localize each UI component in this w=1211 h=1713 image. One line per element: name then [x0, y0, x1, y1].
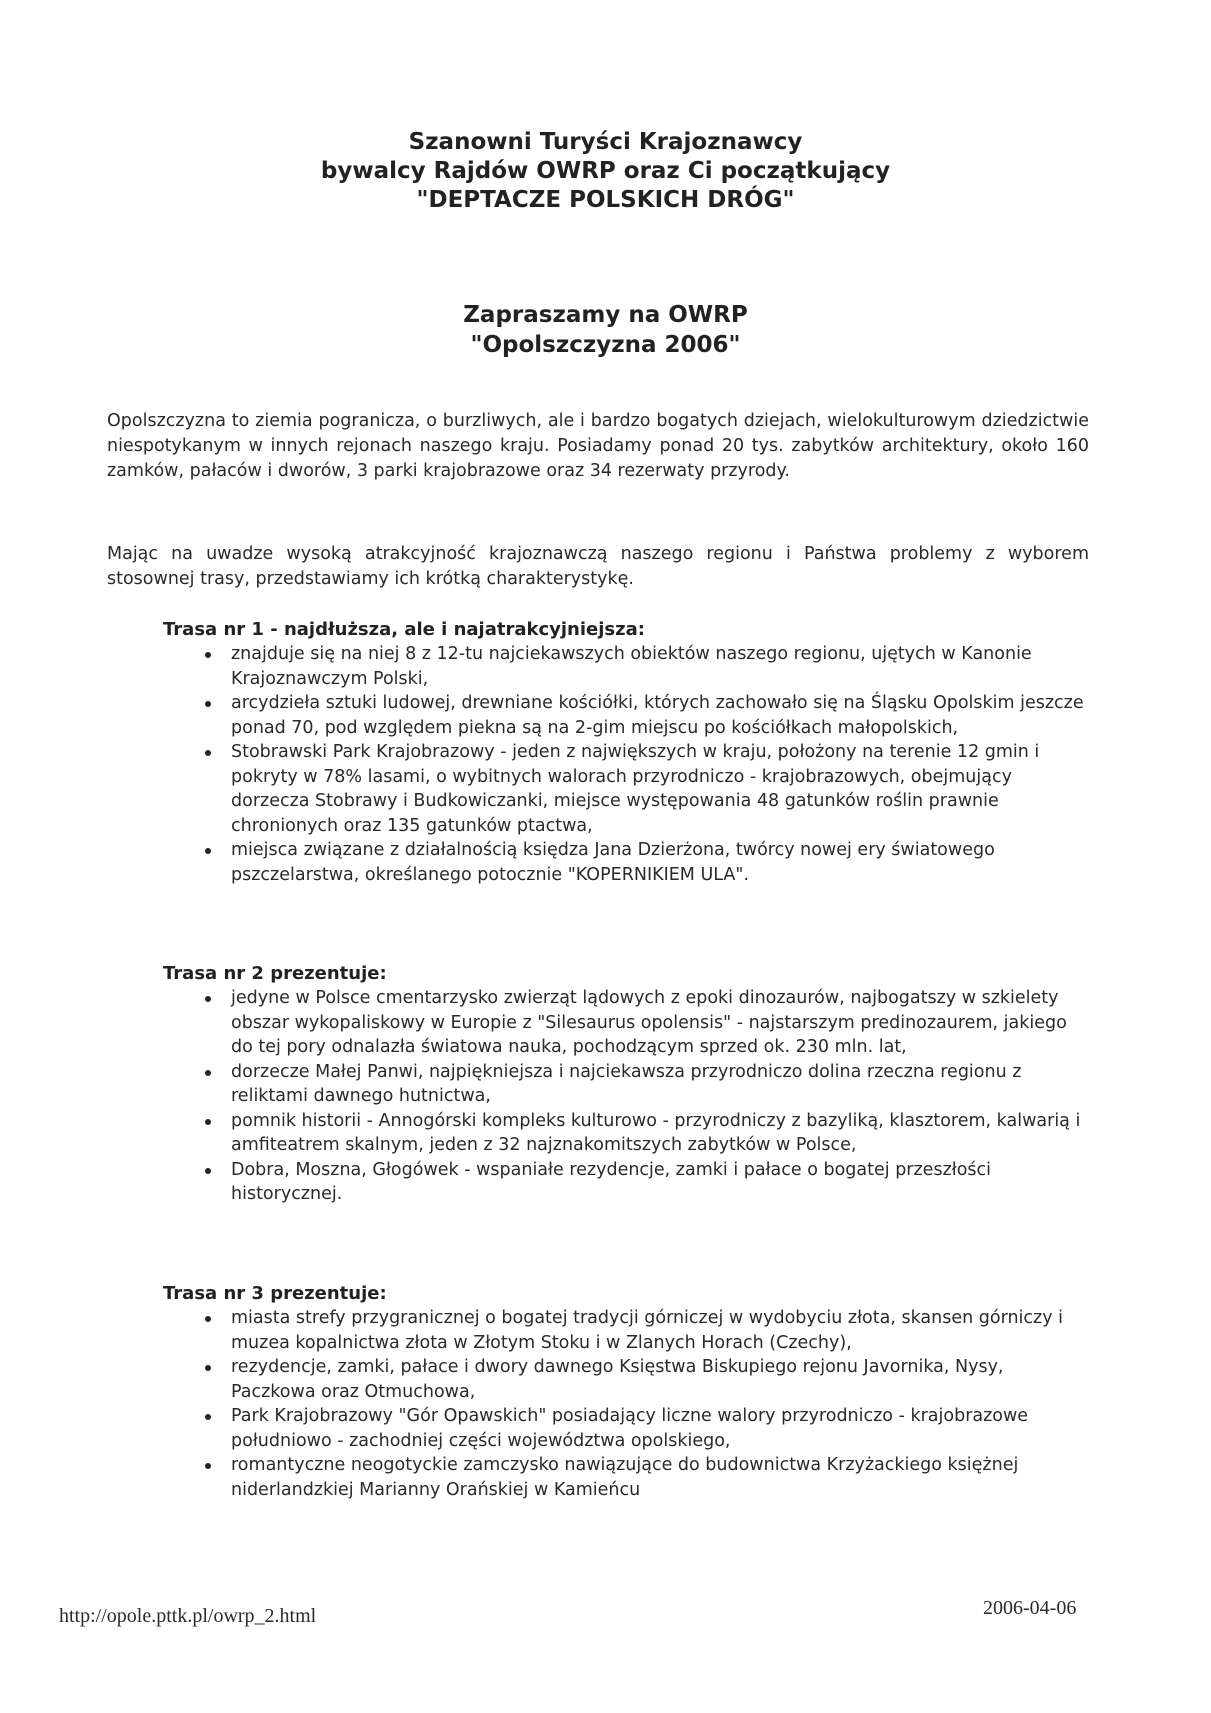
bullet-icon	[205, 701, 211, 707]
list-item	[163, 1109, 1093, 1158]
bullet-icon	[205, 996, 211, 1002]
list-item-text: romantyczne neogotyckie zamczysko nawiązujące do budownictwa Krzyżackiego księżnej niderlandzkiej Marianny Orańskiej w Kamieńcu	[231, 1455, 1019, 1500]
bullet-icon	[205, 1316, 211, 1322]
route-2-section	[163, 962, 1093, 1207]
route-3-title: Trasa nr 3 prezentuje:	[163, 1283, 387, 1304]
list-item	[163, 986, 1093, 1060]
list-item-text: pomnik historii - Annogórski kompleks kulturowo - przyrodniczy z bazyliką, klasztorem, kalwarią i amfiteatrem skalnym, jeden z 32 najznakomitszych zabytków w Polsce,	[231, 1110, 1081, 1155]
route-1-section	[163, 618, 1093, 887]
list-item-text: rezydencje, zamki, pałace i dwory dawnego Księstwa Biskupiego rejonu Javornika, Nysy, Paczkowa oraz Otmuchowa,	[231, 1357, 1004, 1402]
footer-url: http://opole.pttk.pl/owrp_2.html	[59, 1605, 317, 1627]
list-item-text: arcydzieła sztuki ludowej, drewniane kościółki, których zachowało się na Śląsku Opolskim jeszcze ponad 70, pod względem piekna są na 2-gim miejscu po kościółkach małopolskich,	[231, 693, 1084, 738]
header-line-2: bywalcy Rajdów OWRP oraz Ci początkujący	[320, 158, 891, 184]
list-item	[163, 1060, 1093, 1109]
list-item	[163, 838, 1093, 887]
bullet-icon	[205, 750, 211, 756]
list-item	[163, 1158, 1093, 1207]
invitation-title	[0, 300, 1211, 360]
list-item-text: Stobrawski Park Krajobrazowy - jeden z największych w kraju, położony na terenie 12 gmin i pokryty w 78% lasami, o wybitnych walorach przyrodniczo - krajobrazowych, obejmujący dorzecza Stobrawy i Budkowiczanki, miejsce występowania 48 gatunków roślin prawnie chronionych oraz 135 gatunków ptactwa,	[231, 742, 1040, 836]
letter-header	[0, 128, 1211, 215]
bullet-icon	[205, 1168, 211, 1174]
list-item-text: Park Krajobrazowy "Gór Opawskich" posiadający liczne walory przyrodniczo - krajobrazowe południowo - zachodniej części województwa opolskiego,	[231, 1406, 1029, 1451]
route-2-list	[163, 986, 1093, 1207]
footer-date: 2006-04-06	[983, 1597, 1077, 1619]
list-item-text: jedyne w Polsce cmentarzysko zwierząt lądowych z epoki dinozaurów, najbogatszy w szkielety obszar wykopaliskowy w Europie z "Silesaurus opolensis" - najstarszym predinozaurem, jakiego do tej pory odnalazła światowa nauka, pochodzącym sprzed ok. 230 mln. lat,	[231, 988, 1067, 1057]
list-item	[163, 1355, 1093, 1404]
bullet-icon	[205, 1414, 211, 1420]
list-item	[163, 1453, 1093, 1502]
header-line-1: Szanowni Turyści Krajoznawcy	[408, 129, 803, 155]
bullet-icon	[205, 848, 211, 854]
list-item	[163, 1306, 1093, 1355]
list-item	[163, 1404, 1093, 1453]
header-line-3: "DEPTACZE POLSKICH DRÓG"	[416, 187, 795, 213]
bullet-icon	[205, 1463, 211, 1469]
intro-paragraph-2: Mając na uwadze wysoką atrakcyjność krajoznawczą naszego regionu i Państwa problemy z wyborem stosownej trasy, przedstawiamy ich krótką charakterystykę.	[107, 544, 1089, 589]
list-item	[163, 740, 1093, 838]
list-item-text: dorzecze Małej Panwi, najpiękniejsza i najciekawsza przyrodniczo dolina rzeczna regionu z reliktami dawnego hutnictwa,	[231, 1061, 1022, 1106]
list-item-text: miasta strefy przygranicznej o bogatej tradycji górniczej w wydobyciu złota, skansen górniczy i muzea kopalnictwa złota w Złotym Stoku i w Zlanych Horach (Czechy),	[231, 1308, 1064, 1353]
route-3-section	[163, 1282, 1093, 1502]
list-item-text: Dobra, Moszna, Głogówek - wspaniałe rezydencje, zamki i pałace o bogatej przeszłości historycznej.	[231, 1159, 992, 1204]
route-1-title: Trasa nr 1 - najdłuższa, ale i najatrakcyjniejsza:	[163, 619, 645, 640]
route-3-list	[163, 1306, 1093, 1502]
route-2-title: Trasa nr 2 prezentuje:	[163, 963, 387, 984]
list-item	[163, 642, 1093, 691]
bullet-icon	[205, 652, 211, 658]
list-item-text: miejsca związane z działalnością księdza Jana Dzierżona, twórcy nowej ery światowego pszczelarstwa, określanego potocznie "KOPERNIKIEM ULA".	[231, 840, 995, 885]
invite-line-2: "Opolszczyzna 2006"	[470, 332, 741, 358]
list-item	[163, 691, 1093, 740]
list-item-text: znajduje się na niej 8 z 12-tu najciekawszych obiektów naszego regionu, ujętych w Kanonie Krajoznawczym Polski,	[231, 644, 1032, 689]
bullet-icon	[205, 1119, 211, 1125]
bullet-icon	[205, 1070, 211, 1076]
intro-paragraph-1: Opolszczyzna to ziemia pogranicza, o burzliwych, ale i bardzo bogatych dziejach, wielokulturowym dziedzictwie niespotykanym w innych rejonach naszego kraju. Posiadamy ponad 20 tys. zabytków architektury, około 160 zamków, pałaców i dworów, 3 parki krajobrazowe oraz 34 rezerwaty przyrody.	[107, 411, 1089, 481]
bullet-icon	[205, 1365, 211, 1371]
invite-line-1: Zapraszamy na OWRP	[463, 302, 748, 328]
route-1-list	[163, 642, 1093, 887]
